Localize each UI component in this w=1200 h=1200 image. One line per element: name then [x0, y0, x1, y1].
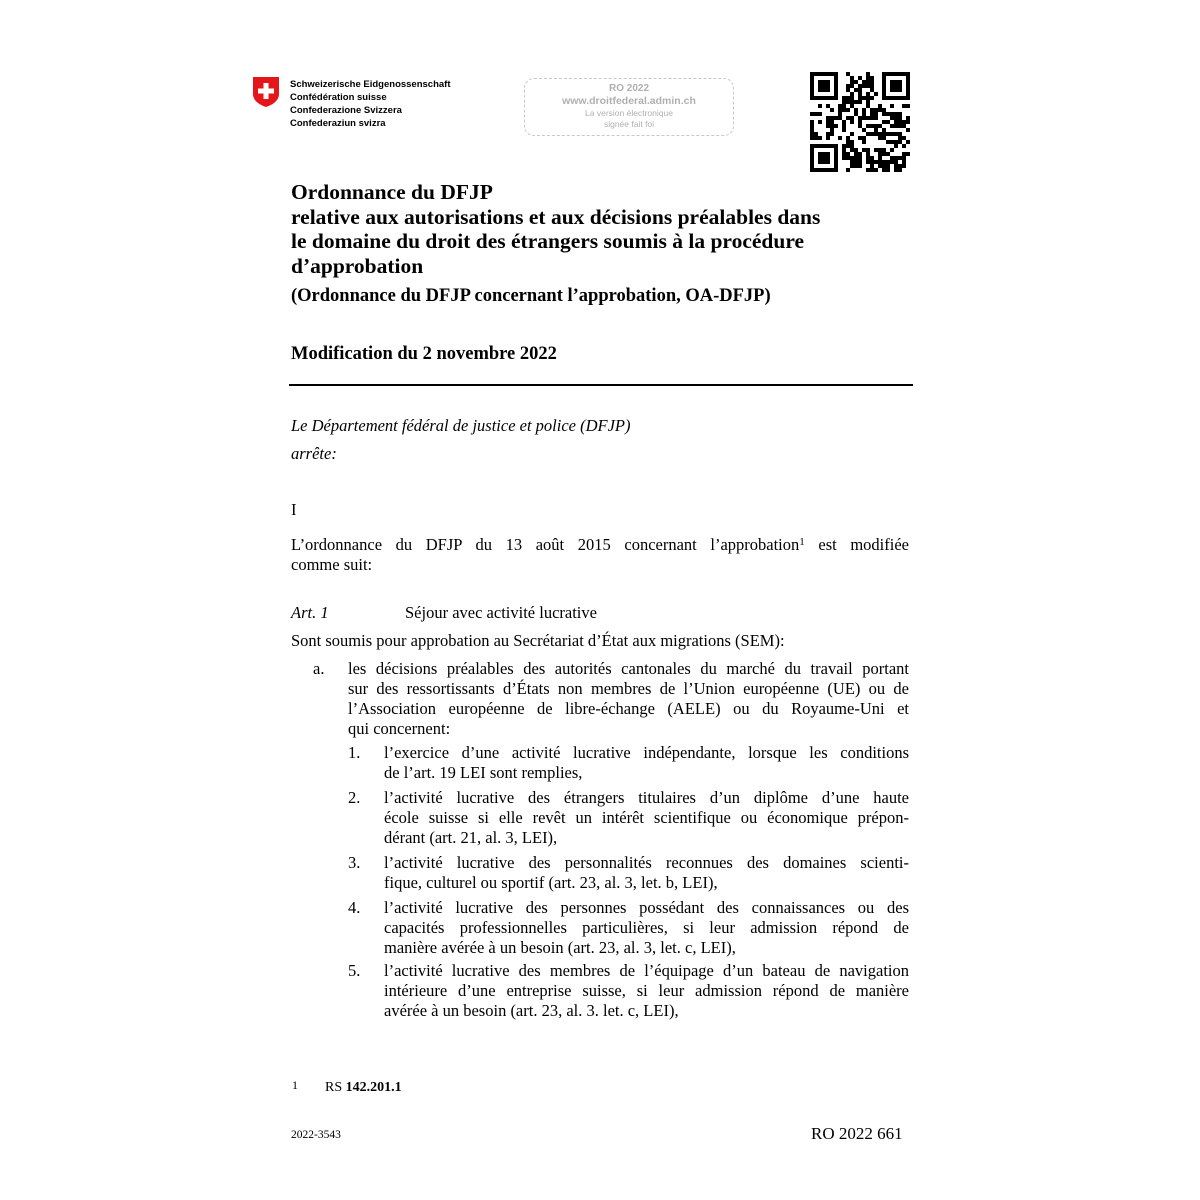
title-line: relative aux autorisations et aux décisions préalables dans [291, 204, 821, 229]
modification-date: Modification du 2 novembre 2022 [291, 344, 557, 364]
intro-text: est modifiée [804, 535, 909, 554]
article-lead: Sont soumis pour approbation au Secrétariat d’État aux migrations (SEM): [291, 631, 785, 650]
intro-paragraph [291, 535, 909, 575]
official-compilation-ref: RO 2022 661 [811, 1124, 903, 1143]
subitem-text [384, 743, 909, 783]
footnote-reference: 142.201.1 [345, 1080, 402, 1095]
subitem-line: l’activité lucrative des membres de l’équipage d’un bateau de navigation [384, 961, 909, 980]
electronic-version-stamp [524, 78, 734, 136]
subitem-line: l’activité lucrative des personnalités reconnues des domaines scienti- [384, 853, 909, 872]
item-line: qui concernent: [348, 719, 451, 738]
subitem-line: dérant (art. 21, al. 3, LEI), [384, 828, 558, 847]
subitem-number: 4. [348, 898, 361, 917]
title-line: d’approbation [291, 253, 424, 278]
intro-text: L’ordonnance du DFJP du 13 août 2015 concernant l’approbation [291, 535, 800, 554]
confederation-line: Confederazione Svizzera [290, 105, 402, 116]
footnote-prefix: RS [325, 1080, 346, 1095]
subitem-number: 2. [348, 788, 361, 807]
subitem-line: de l’art. 19 LEI sont remplies, [384, 763, 583, 782]
subitem-line: l’exercice d’une activité lucrative indépendante, lorsque les conditions [384, 743, 909, 762]
subitem-line: manière avérée à un besoin (art. 23, al. 3, let. c, LEI), [384, 938, 736, 957]
stamp-line: www.droitfederal.admin.ch [562, 95, 696, 107]
subitem-number: 5. [348, 961, 361, 980]
document-number: 2022-3543 [291, 1129, 341, 1141]
qr-code-icon [810, 72, 910, 172]
item-line: les décisions préalables des autorités cantonales du marché du travail portant [348, 659, 909, 678]
confederation-names [290, 78, 451, 130]
subitem-line: avérée à un besoin (art. 23, al. 3. let. c, LEI), [384, 1001, 679, 1020]
subitem-line: l’activité lucrative des étrangers titulaires d’un diplôme d’une haute [384, 788, 909, 807]
stamp-line: RO 2022 [608, 83, 650, 94]
subitem-text [384, 853, 909, 893]
intro-line: comme suit: [291, 555, 373, 574]
intro-line [291, 535, 909, 555]
item-letter: a. [313, 659, 325, 678]
item-a-text [348, 659, 909, 739]
subitem-text [384, 898, 909, 958]
footnote-text [325, 1080, 402, 1096]
article-label: Art. 1 [291, 603, 329, 622]
title-line: Ordonnance du DFJP [291, 180, 493, 204]
confederation-line: Schweizerische Eidgenossenschaft [290, 79, 451, 90]
issuing-department: Le Département fédéral de justice et police (DFJP) [291, 416, 631, 435]
document-subtitle: (Ordonnance du DFJP concernant l’approbation, OA-DFJP) [291, 286, 771, 306]
swiss-flag-icon [252, 76, 280, 108]
item-line: l’Association européenne de libre-échange (AELE) ou du Royaume-Uni et [348, 699, 909, 718]
item-line: sur des ressortissants d’États non membres de l’Union européenne (UE) ou de [348, 679, 909, 698]
confederation-line: Confederaziun svizra [290, 118, 386, 129]
document-title [291, 180, 911, 278]
footnote-ref[interactable]: 1 [799, 536, 805, 548]
subitem-line: école suisse si elle revêt un intérêt scientifique ou économique prépon- [384, 808, 909, 827]
confederation-line: Confédération suisse [290, 92, 387, 103]
stamp-line: signée fait foi [603, 119, 655, 129]
subitem-text [384, 961, 909, 1021]
subitem-line: fique, culturel ou sportif (art. 23, al. 3, let. b, LEI), [384, 873, 718, 892]
subitem-line: capacités professionnelles particulières, si leur admission répond de [384, 918, 909, 937]
subitem-line: l’activité lucrative des personnes possédant des connaissances ou des [384, 898, 909, 917]
article-title: Séjour avec activité lucrative [405, 603, 597, 622]
subitem-number: 1. [348, 743, 361, 762]
title-divider [289, 384, 913, 386]
stamp-line: La version électronique [585, 108, 673, 118]
title-line: le domaine du droit des étrangers soumis à la procédure [291, 229, 805, 253]
subitem-number: 3. [348, 853, 361, 872]
section-number: I [291, 500, 297, 519]
subitem-text [384, 788, 909, 848]
decrees-phrase: arrête: [291, 444, 337, 463]
footnote-number: 1 [292, 1078, 298, 1092]
subitem-line: intérieure d’une entreprise suisse, si leur admission répond de manière [384, 981, 909, 1000]
